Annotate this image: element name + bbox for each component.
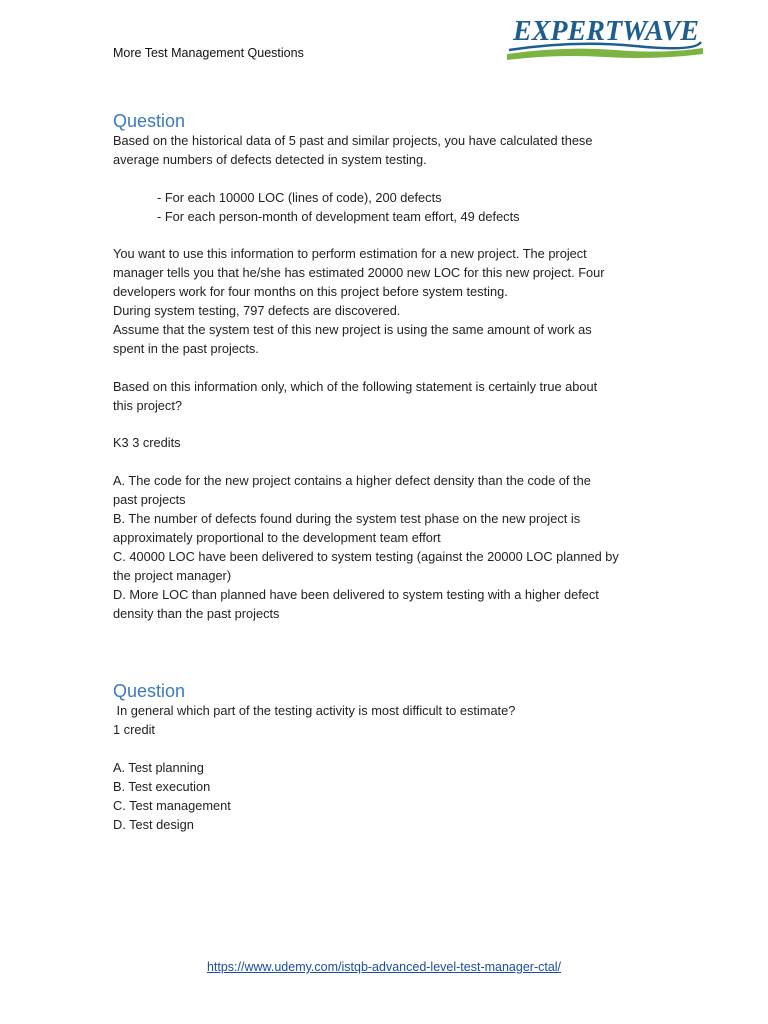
question-2-heading: Question (113, 681, 186, 702)
question-1-body-line: developers work for four months on this project before system testing. (113, 284, 508, 300)
question-1-body-line: manager tells you that he/she has estimated 20000 new LOC for this new project. Four (113, 265, 605, 281)
question-1-option-line: density than the past projects (113, 605, 280, 621)
question-1-body-line: spent in the past projects. (113, 340, 259, 356)
question-2-option: B. Test execution (113, 778, 211, 794)
question-1-option-line: the project manager) (113, 567, 232, 583)
question-content (113, 110, 658, 834)
bullet-item: - For each person-month of development team effort, 49 defects (157, 208, 520, 224)
question-2-option: D. Test design (113, 816, 194, 832)
logo-text: EXPERTWAVE (512, 15, 699, 47)
question-2-credits: 1 credit (113, 722, 155, 738)
question-1-option-line: past projects (113, 492, 186, 508)
question-1-intro-line: Based on the historical data of 5 past and similar projects, you have calculated these (113, 133, 593, 148)
question-1-option-line: D. More LOC than planned have been delivered to system testing with a higher defect (113, 586, 599, 602)
question-1-option-line: B. The number of defects found during the system test phase on the new project is (113, 511, 581, 527)
question-1-credits: K3 3 credits (113, 435, 181, 451)
question-1-intro-line: average numbers of defects detected in system testing. (113, 151, 427, 167)
question-2-prompt: In general which part of the testing activity is most difficult to estimate? (113, 703, 516, 719)
question-2-option: C. Test management (113, 797, 231, 813)
question-1-heading: Question (113, 111, 186, 131)
question-1-option-line: approximately proportional to the development team effort (113, 529, 441, 545)
question-1-body-line: You want to use this information to perform estimation for a new project. The project (113, 246, 587, 262)
page-footer (0, 960, 768, 974)
question-1-prompt-line: Based on this information only, which of the following statement is certainly true about (113, 378, 598, 394)
question-1-body-line: Assume that the system test of this new project is using the same amount of work as (113, 322, 592, 338)
question-1-option-line: A. The code for the new project contains a higher defect density than the code of the (113, 473, 591, 489)
question-1-body-line: During system testing, 797 defects are discovered. (113, 303, 401, 319)
question-2-option: A. Test planning (113, 759, 204, 775)
question-1-prompt-line: this project? (113, 397, 182, 413)
bullet-item: - For each 10000 LOC (lines of code), 200 defects (157, 189, 442, 205)
expertwave-logo (505, 10, 705, 66)
header-title: More Test Management Questions (113, 46, 304, 60)
question-1-option-line: C. 40000 LOC have been delivered to system testing (against the 20000 LOC planned by (113, 548, 619, 564)
question-1-bullets (113, 189, 658, 227)
udemy-course-link[interactable]: https://www.udemy.com/istqb-advanced-level-test-manager-ctal/ (206, 960, 562, 974)
